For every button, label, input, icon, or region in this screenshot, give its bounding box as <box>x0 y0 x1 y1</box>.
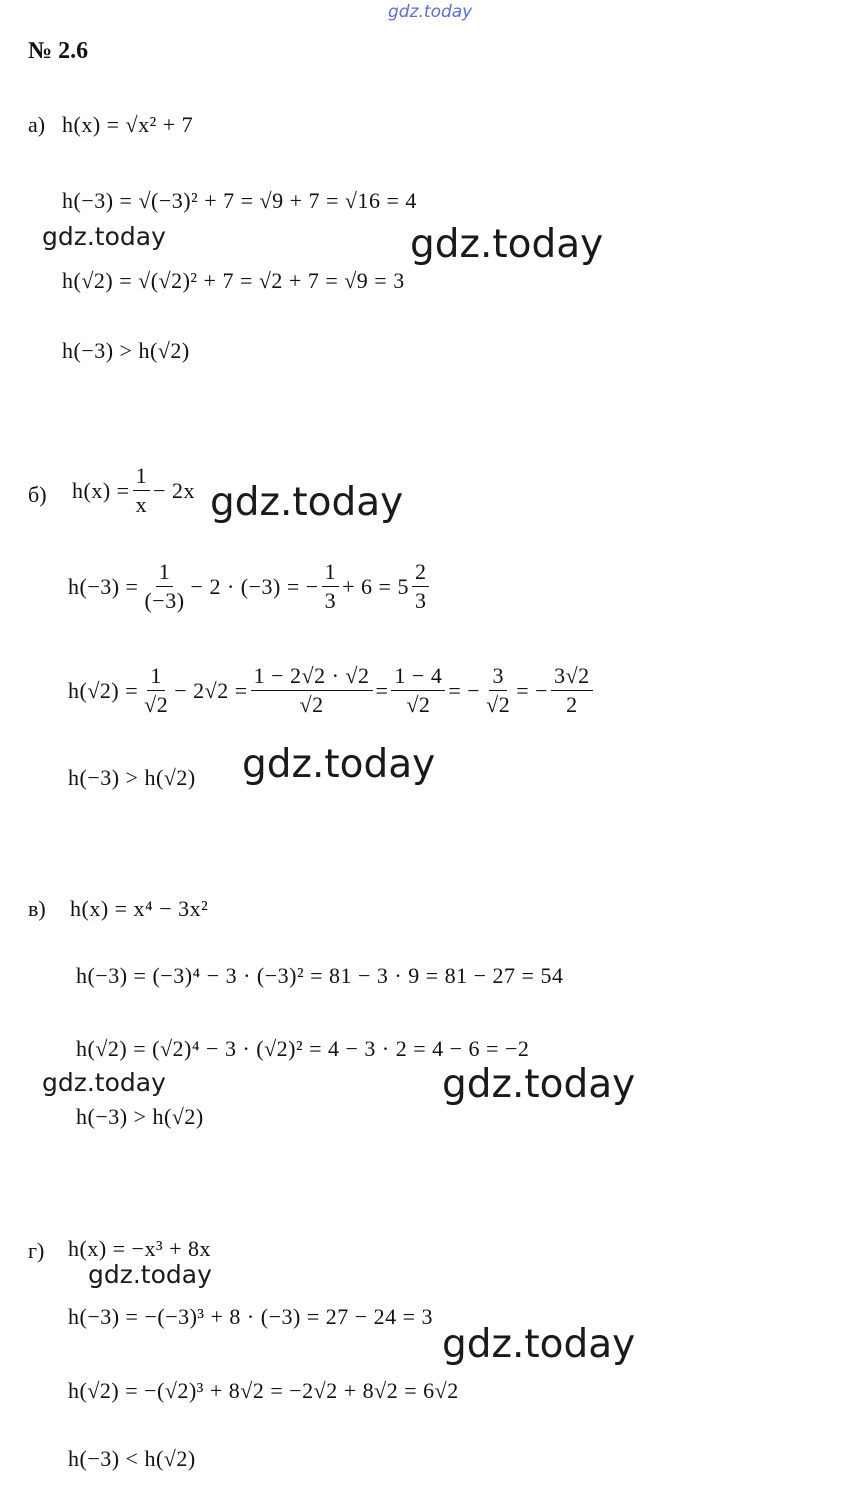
watermark: gdz.today <box>42 222 166 251</box>
part-v-line-2: h(√2) = (√2)⁴ − 3 · (√2)² = 4 − 3 · 2 = 4 − 6 = −2 <box>76 1036 530 1061</box>
fraction-denominator: √2 <box>299 692 324 718</box>
fraction <box>483 664 513 717</box>
part-b-label: б) <box>28 482 47 507</box>
watermark: gdz.today <box>442 1322 636 1367</box>
fraction-numerator: 1 <box>156 560 174 587</box>
part-v-line-1: h(−3) = (−3)⁴ − 3 · (−3)² = 81 − 3 · 9 = 81 − 27 = 54 <box>76 963 564 988</box>
part-b-line1-mid2: + 6 = 5 <box>342 573 409 599</box>
fraction-denominator: √2 <box>486 692 511 718</box>
fraction-denominator: 2 <box>566 692 578 718</box>
part-g-line-1: h(−3) = −(−3)³ + 8 · (−3) = 27 − 24 = 3 <box>68 1304 434 1329</box>
part-b-line1-mid: − 2 · (−3) = − <box>190 573 319 599</box>
fraction-denominator: 3 <box>414 588 427 614</box>
part-a-line-2: h(√2) = √(√2)² + 7 = √2 + 7 = √9 = 3 <box>62 268 405 293</box>
fraction-denominator: √2 <box>144 692 169 718</box>
fraction-denominator: (−3) <box>144 588 185 614</box>
part-v-label: в) <box>28 896 46 921</box>
part-v-comparison: h(−3) > h(√2) <box>76 1104 204 1129</box>
watermark: gdz.today <box>242 742 436 787</box>
fraction-numerator: 1 <box>322 560 340 587</box>
fraction-numerator: 1 − 4 <box>391 664 445 691</box>
watermark: gdz.today <box>42 1068 166 1097</box>
fraction <box>551 664 593 717</box>
part-a-comparison: h(−3) > h(√2) <box>62 338 190 363</box>
fraction <box>322 560 340 613</box>
part-b-line1-lhs: h(−3) = <box>68 573 139 599</box>
part-b-def-lhs: h(x) = <box>72 477 130 503</box>
fraction <box>141 664 171 717</box>
fraction <box>391 664 445 717</box>
equals-sign: = − <box>448 677 481 703</box>
equals-sign: = − <box>516 677 549 703</box>
part-g-label: г) <box>28 1238 45 1263</box>
watermark: gdz.today <box>210 480 404 525</box>
fraction-denominator: √2 <box>406 692 431 718</box>
part-b-def-rhs: − 2x <box>153 477 195 503</box>
fraction-denominator: x <box>135 492 148 518</box>
fraction <box>141 560 187 613</box>
watermark: gdz.today <box>410 222 604 267</box>
fraction-numerator: 3 <box>489 664 507 691</box>
part-a-label: а) <box>28 112 46 137</box>
part-b-definition <box>72 464 195 517</box>
part-g-line-2: h(√2) = −(√2)³ + 8√2 = −2√2 + 8√2 = 6√2 <box>68 1378 459 1403</box>
part-b-comparison: h(−3) > h(√2) <box>68 765 196 790</box>
equals-sign: = <box>375 677 389 703</box>
problem-number: № 2.6 <box>28 38 89 64</box>
fraction-numerator: 1 <box>147 664 165 691</box>
fraction-numerator: 1 <box>133 464 151 491</box>
part-a-definition: h(x) = √x² + 7 <box>62 112 194 137</box>
watermark-top: gdz.today <box>388 2 473 22</box>
fraction-numerator: 1 − 2√2 · √2 <box>251 664 373 691</box>
part-g-definition: h(x) = −x³ + 8x <box>68 1236 211 1261</box>
fraction <box>412 560 430 613</box>
part-b-line-2 <box>68 664 596 717</box>
part-g-comparison: h(−3) < h(√2) <box>68 1446 196 1471</box>
part-a-line-1: h(−3) = √(−3)² + 7 = √9 + 7 = √16 = 4 <box>62 188 417 213</box>
fraction-denominator: 3 <box>324 588 337 614</box>
fraction-numerator: 2 <box>412 560 430 587</box>
watermark: gdz.today <box>442 1062 636 1107</box>
fraction-numerator: 3√2 <box>551 664 593 691</box>
part-v-definition: h(x) = x⁴ − 3x² <box>70 896 209 921</box>
part-b-def-fraction <box>133 464 151 517</box>
watermark: gdz.today <box>88 1260 212 1289</box>
part-b-line2-lhs: h(√2) = <box>68 677 139 703</box>
fraction <box>251 664 373 717</box>
part-b-line2-mid: − 2√2 = <box>174 677 248 703</box>
part-b-line-1 <box>68 560 432 613</box>
